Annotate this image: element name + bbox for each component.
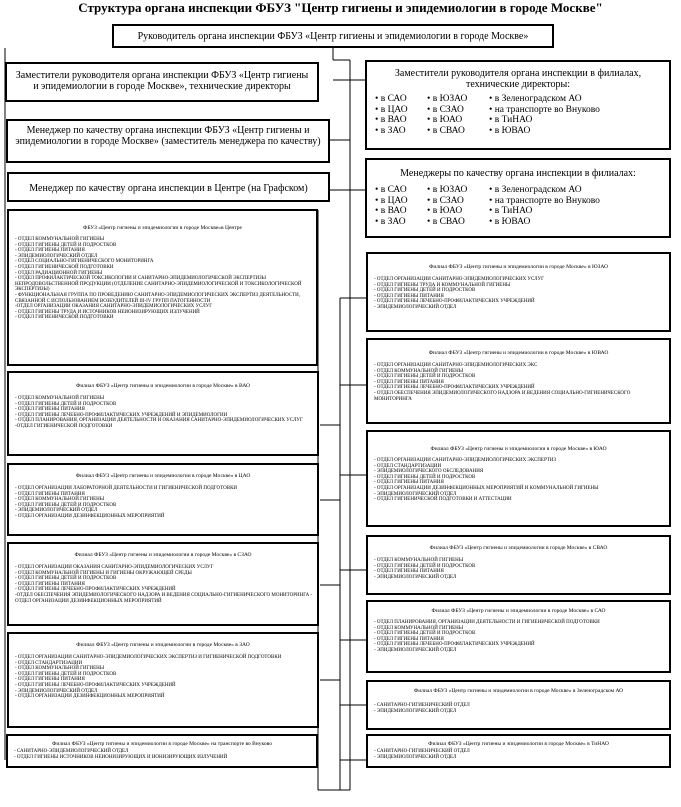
deputies-right-title: Заместители руководителя органа инспекции в филиалах, технические директоры: [394, 68, 642, 90]
list-item: • в Зеленоградском АО [489, 94, 582, 104]
list-item: • на транспорте во Внуково [489, 104, 600, 115]
unit-departments: - ОТДЕЛ ОРГАНИЗАЦИИ САНИТАРНО-ЭПИДЕМИОЛОГИЧЕСКИХ ЭКСПЕРТИЗ - ОТДЕЛ СТАНДАРТИЗАЦИИ - ЭПИДЕМИОЛОГИЧЕСКОГО ОБСЛЕДОВАНИЯ - ОТДЕЛ ГИГИЕНЫ ДЕТЕЙ И ПОДРОСТКОВ - ОТДЕЛ ГИГИЕНЫ ПИТАНИЯ - ОТДЕЛ ОРГАНИЗАЦИИ ДЕЗИНФЕКЦИОННЫХ МЕРОПРИЯТИЙ И КОММУНАЛЬНОЙ ГИГИЕНЫ - ЭПИДЕМИОЛОГИЧЕСКИЙ ОТДЕЛ - ОТДЕЛ ГИГИЕНИЧЕСКОЙ ПОДГОТОВКИ И АТТЕСТАЦИИ [374, 458, 599, 503]
list-item: • в СЗАО [427, 104, 464, 115]
list-item: • в ЗАО [375, 125, 406, 136]
unit-szao-box [7, 542, 319, 626]
unit-cao-box [7, 463, 319, 536]
list-item: • в ЗАО [375, 216, 406, 227]
unit-title: Филиал ФБУЗ «Центр гигиены и эпидемиологии в городе Москве» в ЦАО [75, 473, 251, 479]
managers-right-title: Менеджеры по качеству органа инспекции в филиалах: [400, 168, 636, 179]
unit-title: Филиал ФБУЗ «Центр гигиены и эпидемиологии в городе Москве» на транспорте во Внуково [52, 741, 272, 747]
unit-departments: - ОТДЕЛ ОРГАНИЗАЦИИ ОКАЗАНИЯ САНИТАРНО-ЭПИДЕМИОЛОГИЧЕСКИХ УСЛУГ - ОТДЕЛ КОММУНАЛЬНОЙ ГИГИЕНЫ И ГИГИЕНЫ ОКРУЖАЮЩЕЙ СРЕДЫ - ОТДЕЛ ГИГИЕНЫ ДЕТЕЙ И ПОДРОСТКОВ - ОТДЕЛ ГИГИЕНЫ ПИТАНИЯ - ОТДЕЛ ГИГИЕНЫ ЛЕЧЕБНО-ПРОФИЛАКТИЧЕСКИХ УЧРЕЖДЕНИЙ -ОТДЕЛ ОБЕСПЕЧЕНИЯ ЭПИДЕМИОЛОГИЧЕСКОГО НАДЗОРА И ВЕДЕНИЯ СОЦИАЛЬНО-ГИГИЕНИЧЕСКОГО МОНИТОРИНГА - ОТДЕЛ ОРГАНИЗАЦИИ ДЕЗИНФЕКЦИОННЫХ МЕРОПРИЯТИЙ [15, 565, 313, 604]
centre-manager-box [7, 172, 330, 202]
unit-centre-box [7, 209, 318, 366]
unit-sao-box [366, 600, 671, 673]
unit-tinao-box [366, 734, 671, 768]
deputies-right-list [367, 92, 669, 136]
list-item: • в ЮАО [427, 206, 463, 216]
unit-departments: - ОТДЕЛ КОММУНАЛЬНОЙ ГИГИЕНЫ - ОТДЕЛ ГИГИЕНЫ ДЕТЕЙ И ПОДРОСТКОВ - ОТДЕЛ ГИГИЕНЫ ПИТАНИЯ - ЭПИДЕМИОЛОГИЧЕСКИЙ ОТДЕЛ - ОТДЕЛ СОЦИАЛЬНО-ГИГИЕНИЧЕСКОГО МОНИТОРИНГА - ОТДЕЛ ГИГИЕНИЧЕСКОЙ ПОДГОТОВКИ - ОТДЕЛ РАДИАЦИОННОЙ ГИГИЕНЫ - ОТДЕЛ ПРОФИЛАКТИЧЕСКОЙ ТОКСИКОЛОГИИ И САНИТАРНО-ЭПИДЕМИОЛОГИЧЕСКОЙ ЭКСПЕРТИЗЫ НЕПРОДОВОЛЬСТВЕННОЙ ПРОДУКЦИИ (ОТДЕЛЕНИЕ САНИТАРНО-ЭПИДЕМИОЛОГИЧЕСКОЙ И ТОКСИКОЛОГИЧЕСКОЙ ЭКСПЕРТИЗЫ) - ФУНКЦИОНАЛЬНАЯ ГРУППА ПО ПРОВЕДЕНИЮ САНИТАРНО-ЭПИДЕМИОЛОГИЧЕСКИХ ЭКСПЕРТИЗ ДЕЯТЕЛЬНОСТИ, СВЯЗАННОЙ С ИСПОЛЬЗОВАНИЕМ ВОЗБУДИТЕЛЕЙ III-IV ГРУПП ПАТОГЕННОСТИ -ОТДЕЛ ОРГАНИЗАЦИИ ОКАЗАНИЯ САНИТАРНО-ЭПИДЕМИОЛОГИЧЕСКИХ УСЛУГ - ОТДЕЛ ГИГИЕНЫ ТРУДА И ИСТОЧНИКОВ НЕИОНИЗИРУЮЩИХ ИЗЛУЧЕНИЙ - ОТДЕЛ ГИГИЕНИЧЕСКОЙ ПОДГОТОВКИ [15, 237, 302, 321]
unit-svao-box [366, 535, 671, 595]
page-title: Структура органа инспекции ФБУЗ "Центр гигиены и эпидемиологии в городе Москве" [78, 0, 603, 15]
list-item: • в ТиНАО [489, 115, 533, 125]
deputies-right-box [365, 60, 671, 150]
head-box [112, 24, 554, 48]
unit-departments: - ОТДЕЛ КОММУНАЛЬНОЙ ГИГИЕНЫ - ОТДЕЛ ГИГИЕНЫ ДЕТЕЙ И ПОДРОСТКОВ - ОТДЕЛ ГИГИЕНЫ ПИТАНИЯ - ОТДЕЛ ГИГИЕНЫ ЛЕЧЕБНО-ПРОФИЛАКТИЧЕСКИХ УЧРЕЖДЕНИЙ И ЭПИДЕМИОЛОГИИ - ОТДЕЛ ПЛАНИРОВАНИЯ, ОРГАНИЗАЦИИ ДЕЯТЕЛЬНОСТИ И ОКАЗАНИЯ САНИТАРНО-ЭПИДЕМИОЛОГИЧЕСКИХ УСЛУГ -ОТДЕЛ ГИГИЕНИЧЕСКОЙ ПОДГОТОВКИ [15, 396, 303, 429]
unit-vao-box [7, 371, 319, 456]
unit-yuzao-box [366, 252, 671, 332]
unit-title: Филиал ФБУЗ «Центр гигиены и эпидемиологии в городе Москве» в СЗАО [74, 552, 252, 558]
unit-title: Филиал ФБУЗ «Центр гигиены и эпидемиологии в городе Москве» в ТиНАО [428, 741, 609, 747]
list-item: • в ВАО [375, 206, 407, 216]
list-item: • в ТиНАО [489, 206, 533, 216]
unit-yuvao-box [366, 338, 671, 424]
unit-title: Филиал ФБУЗ «Центр гигиены и эпидемиологии в городе Москве» в ВАО [76, 383, 250, 389]
list-item: • в ЮЗАО [427, 185, 468, 195]
list-item: • в СЗАО [427, 195, 464, 206]
unit-title: Филиал ФБУЗ «Центр гигиены и эпидемиологии в городе Москве» в ЗАО [76, 642, 250, 648]
unit-departments: - САНИТАРНО-ГИГИЕНИЧЕСКИЙ ОТДЕЛ - ЭПИДЕМИОЛОГИЧЕСКИЙ ОТДЕЛ [374, 749, 470, 760]
unit-yuao-box [366, 430, 671, 527]
unit-title: Филиал ФБУЗ «Центр гигиены и эпидемиологии в городе Москве» в САО [431, 608, 606, 614]
unit-departments: - ОТДЕЛ ОРГАНИЗАЦИИ САНИТАРНО-ЭПИДЕМИОЛОГИЧЕСКИХ УСЛУГ - ОТДЕЛ ГИГИЕНЫ ТРУДА И КОММУНАЛЬНОЙ ГИГИЕНЫ - ОТДЕЛ ГИГИЕНЫ ДЕТЕЙ И ПОДРОСТКОВ - ОТДЕЛ ГИГИЕНЫ ПИТАНИЯ - ОТДЕЛ ГИГИЕНЫ ЛЕЧЕБНО-ПРОФИЛАКТИЧЕСКИХ УЧРЕЖДЕНИЙ - ЭПИДЕМИОЛОГИЧЕСКИЙ ОТДЕЛ [374, 277, 545, 310]
deputies-left-label: Заместители руководителя органа инспекции ФБУЗ «Центр гигиены и эпидемиологии в городе Москве», технические директоры [15, 70, 309, 92]
list-item: • в ЦАО [375, 104, 408, 115]
unit-title: Филиал ФБУЗ «Центр гигиены и эпидемиологии в городе Москве» в ЮВАО [428, 350, 609, 356]
unit-departments: - ОТДЕЛ КОММУНАЛЬНОЙ ГИГИЕНЫ - ОТДЕЛ ГИГИЕНЫ ДЕТЕЙ И ПОДРОСТКОВ - ОТДЕЛ ГИГИЕНЫ ПИТАНИЯ - ЭПИДЕМИОЛОГИЧЕСКИЙ ОТДЕЛ [374, 558, 476, 580]
unit-zelenograd-box [366, 680, 671, 730]
unit-departments: - ОТДЕЛ ОРГАНИЗАЦИИ САНИТАРНО-ЭПИДЕМИОЛОГИЧЕСКИХ ЭКС - ОТДЕЛ КОММУНАЛЬНОЙ ГИГИЕНЫ - ОТДЕЛ ГИГИЕНЫ ДЕТЕЙ И ПОДРОСТКОВ - ОТДЕЛ ГИГИЕНЫ ПИТАНИЯ - ОТДЕЛ ГИГИЕНЫ ЛЕЧЕБНО-ПРОФИЛАКТИЧЕСКИХ УЧРЕЖДЕНИЙ - ОТДЕЛ ОБЕСПЕЧЕНИЯ ЭПИДЕМИОЛОГИЧЕСКОГО НАДЗОРА И ВЕДЕНИЯ СОЦИАЛЬНО-ГИГИЕНИЧЕСКОГО МОНИТОРИНГА [374, 363, 631, 402]
list-item: • в ВАО [375, 115, 407, 125]
list-item: • в ЦАО [375, 195, 408, 206]
list-item: • в САО [375, 185, 407, 195]
unit-departments: - САНИТАРНО-ЭПИДЕМИОЛОГИЧЕСКИЙ ОТДЕЛ - ОТДЕЛ ГИГИЕНЫ ИСТОЧНИКОВ НЕИОНИЗИРУЮЩИХ И ИОНИЗИРУЮЩИХ ИЗЛУЧЕНИЙ [14, 749, 228, 760]
unit-departments: - ОТДЕЛ ПЛАНИРОВАНИЯ, ОРГАНИЗАЦИИ ДЕЯТЕЛЬНОСТИ И ГИГИЕНИЧЕСКОЙ ПОДГОТОВКИ - ОТДЕЛ КОММУНАЛЬНОЙ ГИГИЕНЫ - ОТДЕЛ ГИГИЕНЫ ДЕТЕЙ И ПОДРОСТКОВ - ОТДЕЛ ГИГИЕНЫ ПИТАНИЯ - ОТДЕЛ ГИГИЕНЫ ЛЕЧЕБНО-ПРОФИЛАКТИЧЕСКИХ УЧРЕЖДЕНИЙ - ЭПИДЕМИОЛОГИЧЕСКИЙ ОТДЕЛ [374, 620, 600, 653]
list-item: • в ЮЗАО [427, 94, 468, 104]
list-item: • в ЮВАО [489, 216, 531, 227]
unit-title: Филиал ФБУЗ «Центр гигиены и эпидемиологии в городе Москве» в Зеленоградском АО [413, 688, 624, 694]
list-item: • в ЮВАО [489, 125, 531, 136]
head-label: Руководитель органа инспекции ФБУЗ «Центр гигиены и эпидемиологии в городе Москве» [137, 31, 529, 42]
unit-departments: - САНИТАРНО-ГИГИЕНИЧЕСКИЙ ОТДЕЛ - ЭПИДЕМИОЛОГИЧЕСКИЙ ОТДЕЛ [374, 703, 470, 714]
unit-vnukovo-box [6, 734, 318, 768]
managers-right-box [365, 158, 671, 238]
quality-manager-label: Менеджер по качеству органа инспекции ФБУЗ «Центр гигиены и эпидемиологии в городе Москве» (заместитель менеджера по качеству) [15, 125, 321, 147]
unit-departments: - ОТДЕЛ ОРГАНИЗАЦИИ САНИТАРНО-ЭПИДЕМИОЛОГИЧЕСКИХ ЭКСПЕРТИЗ И ГИГИЕНИЧЕСКОЙ ПОДГОТОВКИ - ОТДЕЛ СТАНДАРТИЗАЦИИ - ОТДЕЛ КОММУНАЛЬНОЙ ГИГИЕНЫ - ОТДЕЛ ГИГИЕНЫ ДЕТЕЙ И ПОДРОСТКОВ - ОТДЕЛ ГИГИЕНЫ ПИТАНИЯ - ОТДЕЛ ГИГИЕНЫ ЛЕЧЕБНО-ПРОФИЛАКТИЧЕСКИХ УЧРЕЖДЕНИЙ - ЭПИДЕМИОЛОГИЧЕСКИЙ ОТДЕЛ - ОТДЕЛ ОРГАНИЗАЦИИ ДЕЗИНФЕКЦИОННЫХ МЕРОПРИЯТИЙ [15, 655, 282, 700]
deputies-left-box [5, 62, 319, 102]
list-item: • в САО [375, 94, 407, 104]
list-item: • в ЮАО [427, 115, 463, 125]
unit-title: Филиал ФБУЗ «Центр гигиены и эпидемиологии в городе Москве» в СВАО [429, 545, 608, 551]
list-item: • в СВАО [427, 216, 465, 227]
unit-title: Филиал ФБУЗ «Центр гигиены и эпидемиологии в городе Москве» в ЮЗАО [428, 264, 609, 270]
unit-departments: - ОТДЕЛ ОРГАНИЗАЦИИ ЛАБОРАТОРНОЙ ДЕЯТЕЛЬНОСТИ И ГИГИЕНИЧЕСКОЙ ПОДГОТОВКИ - ОТДЕЛ ГИГИЕНЫ ПИТАНИЯ - ОТДЕЛ КОММУНАЛЬНОЙ ГИГИЕНЫ - ОТДЕЛ ГИГИЕНЫ ДЕТЕЙ И ПОДРОСТКОВ - ЭПИДЕМИОЛОГИЧЕСКИЙ ОТДЕЛ - ОТДЕЛ ОРГАНИЗАЦИИ ДЕЗИНФЕКЦИОННЫХ МЕРОПРИЯТИЙ [15, 486, 238, 519]
unit-zao-box [7, 632, 319, 728]
unit-title: ФБУЗ «Центр гигиены и эпидемиологии в городе Москве»в Центре [82, 225, 243, 231]
list-item: • в СВАО [427, 125, 465, 136]
unit-title: Филиал ФБУЗ «Центр гигиены и эпидемиологии в городе Москве» в ЮАО [430, 446, 607, 452]
quality-manager-box [6, 119, 330, 163]
managers-right-list [367, 183, 669, 227]
centre-manager-label: Менеджер по качеству органа инспекции в Центре (на Графском) [29, 183, 308, 194]
list-item: • в Зеленоградском АО [489, 185, 582, 195]
list-item: • на транспорте во Внуково [489, 195, 600, 206]
